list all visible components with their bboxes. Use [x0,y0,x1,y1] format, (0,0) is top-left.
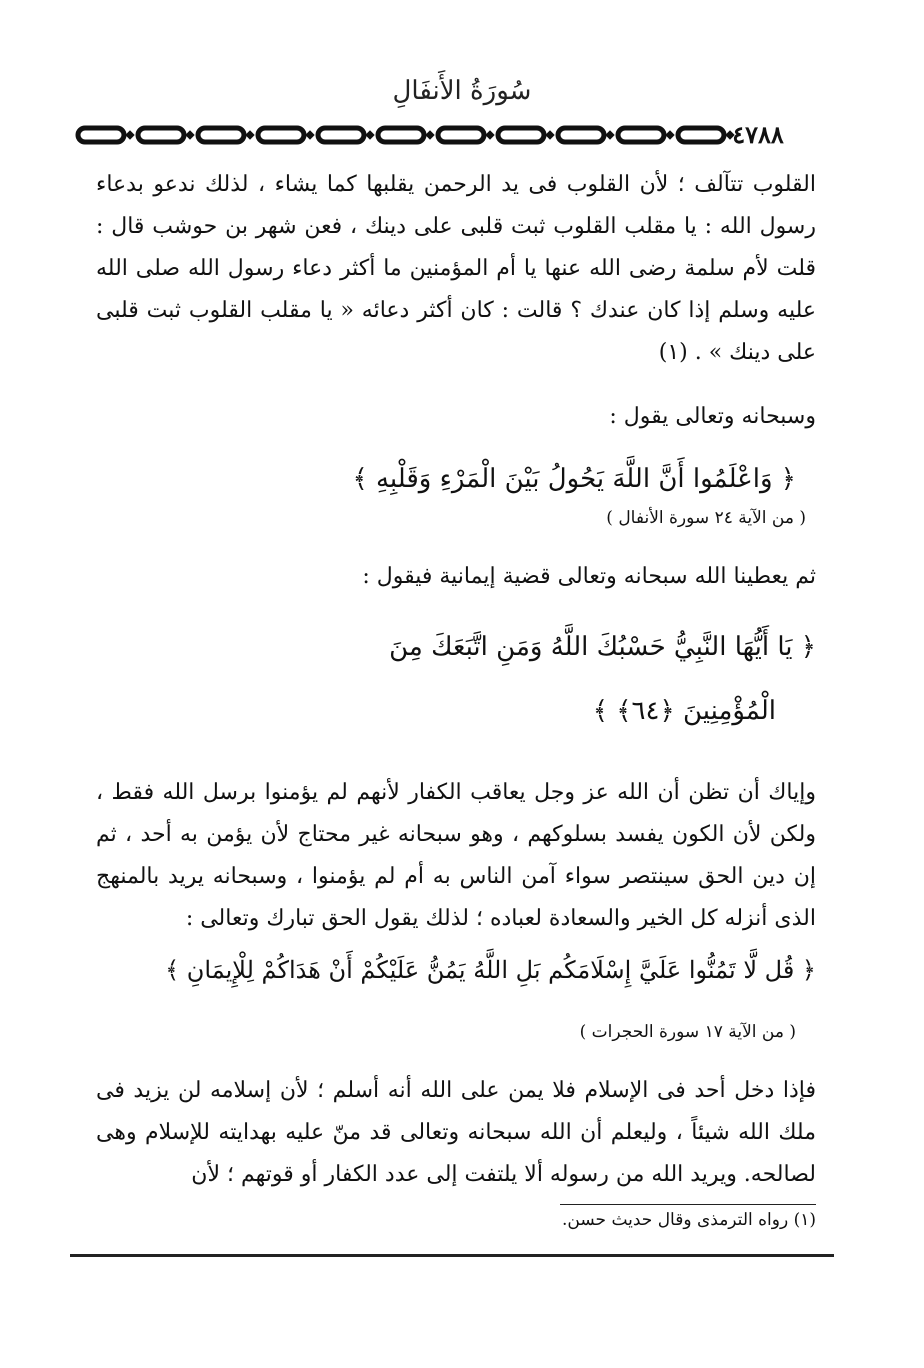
paragraph-explanation: وإياك أن تظن أن الله عز وجل يعاقب الكفار لأنهم لم يؤمنوا برسل الله فقط ، ولكن لأن الكون يفسد بسلوكهم ، وهو سبحانه غير محتاج لأن يؤمن به أحد ، ثم إن دين الحق سينتصر سواء آمن الناس به أم لم يؤمنوا ، وسبحانه يريد بالمنهج الذى أنزله كل الخير والسعادة لعباده ؛ لذلك يقول الحق تبارك وتعالى : [96,780,816,931]
paragraph-intro-verse: وسبحانه وتعالى يقول : [609,404,816,429]
quran-verse-anfal-64-line1: ﴿ يَا أَيُّهَا النَّبِيُّ حَسْبُكَ اللَّهُ وَمَنِ اتَّبَعَكَ مِنَ [389,632,816,662]
footnote: (١) رواه الترمذى وقال حديث حسن. [562,1210,816,1230]
verse-reference: ( من الآية ٢٤ سورة الأنفال ) [606,508,806,528]
page-number: ٤٧٨٨ [732,119,784,149]
quran-verse-anfal-64-line2: الْمُؤْمِنِينَ ﴿٦٤﴾ ﴾ [592,696,776,726]
bottom-rule [70,1254,834,1257]
footnote-separator [560,1204,816,1205]
quran-verse-hujurat-17: ﴿ قُل لَّا تَمُنُّوا عَلَيَّ إِسْلَامَكُم بَلِ اللَّهُ يَمُنُّ عَلَيْكُمْ أَنْ هَدَاكُمْ لِلْإِيمَانِ ﴾ [165,956,816,984]
ornament-border [74,120,802,150]
paragraph-hadith: القلوب تتآلف ؛ لأن القلوب فى يد الرحمن يقلبها كما يشاء ، لذلك ندعو بدعاء رسول الله : يا مقلب القلوب ثبت قلبى على دينك ، فعن شهر بن حوشب قال : قلت لأم سلمة رضى الله عنها يا أم المؤمنين ما أكثر دعاء رسول الله صلى الله عليه وسلم إذا كان عندك ؟ قالت : كان أكثر دعائه « يا مقلب القلوب ثبت قلبى على دينك » . (١) [96,172,816,365]
verse-reference-hujurat: ( من الآية ١٧ سورة الحجرات ) [579,1022,796,1042]
surah-title: سُورَةُ الأَنفَالِ [392,76,532,106]
paragraph-faith-issue: ثم يعطينا الله سبحانه وتعالى قضية إيمانية فيقول : [362,564,816,589]
quran-verse-anfal-24: ﴿ وَاعْلَمُوا أَنَّ اللَّهَ يَحُولُ بَيْنَ الْمَرْءِ وَقَلْبِهِ ﴾ [352,464,796,494]
paragraph-conclusion: فإذا دخل أحد فى الإسلام فلا يمن على الله أنه أسلم ؛ لأن إسلامه لن يزيد فى ملك الله شيئاً ، وليعلم أن الله سبحانه وتعالى قد منّ عليه بهدايته للإسلام وهى لصالحه. ويريد الله من رسوله ألا يلتفت إلى عدد الكفار أو قوتهم ؛ لأن [96,1078,816,1187]
